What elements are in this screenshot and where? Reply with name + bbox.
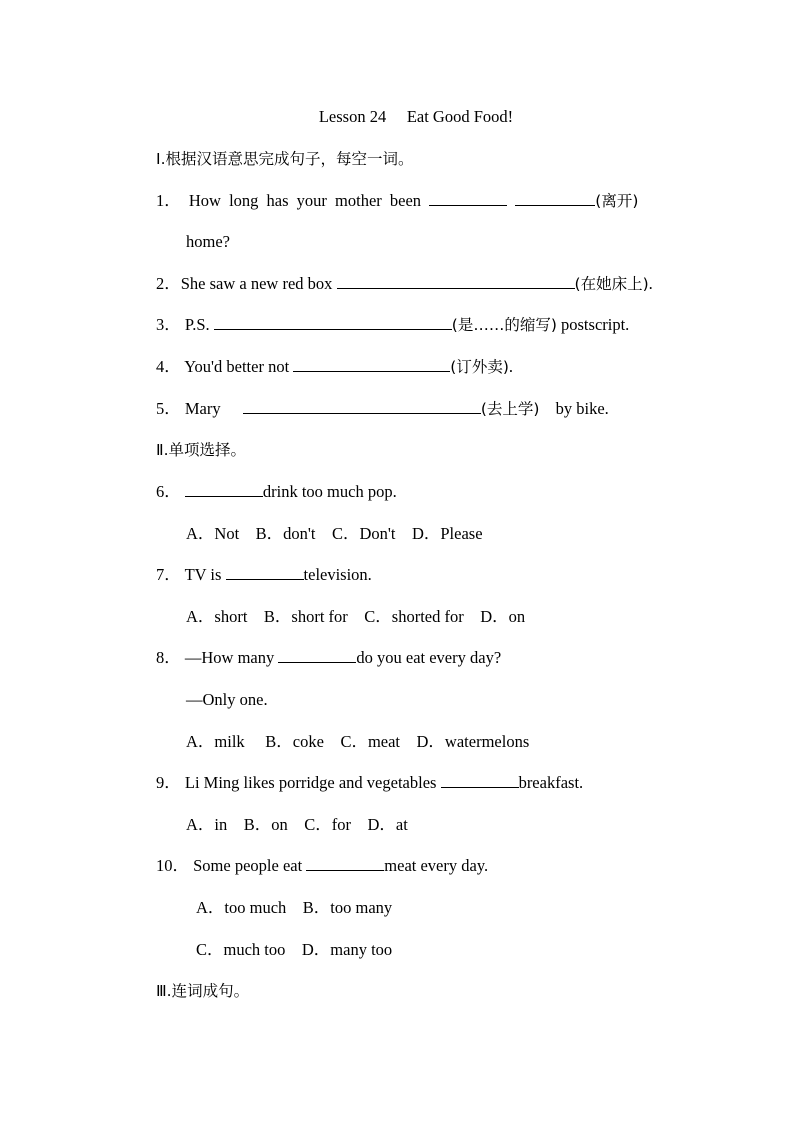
answer-blank[interactable] <box>214 314 452 330</box>
question-text: Li Ming likes porridge and vegetables <box>184 773 437 792</box>
chinese-hint: (在她床上) <box>574 275 649 293</box>
chinese-hint: (离开) <box>595 192 639 210</box>
question-10 <box>156 855 488 877</box>
question-1 <box>156 190 638 212</box>
question-number: 3． <box>156 315 181 334</box>
question-6-options: A．Not B．don't C．Don't D．Please <box>186 524 483 543</box>
question-9 <box>156 772 583 794</box>
section-3-heading-text: Ⅲ.连词成句。 <box>156 982 250 1000</box>
question-text: drink too much pop. <box>262 482 397 501</box>
section-2-heading-text: Ⅱ.单项选择。 <box>156 441 247 459</box>
answer-blank[interactable] <box>293 356 450 372</box>
question-7-options: A．short B．short for C．shorted for D．on <box>186 607 526 626</box>
answer-blank[interactable] <box>306 855 384 871</box>
question-text: You'd better not <box>184 357 290 376</box>
section-1-heading-text: Ⅰ.根据汉语意思完成句子，每空一词。 <box>156 150 414 168</box>
question-7 <box>156 564 372 586</box>
question-2 <box>156 273 653 295</box>
section-2-heading <box>156 439 246 461</box>
answer-blank[interactable] <box>515 190 595 206</box>
answer-blank[interactable] <box>337 273 575 289</box>
answer-blank[interactable] <box>243 398 481 414</box>
question-10-options-row-1: A．too much B．too many <box>196 898 393 917</box>
question-text: meat every day. <box>384 856 489 875</box>
question-8-options: A．milk B．coke C．meat D．watermelons <box>186 732 530 751</box>
question-end: postscript. <box>561 315 630 334</box>
question-text: P.S. <box>184 315 210 334</box>
question-text: She saw a new red box <box>180 274 333 293</box>
question-4 <box>156 356 513 378</box>
question-1-continuation <box>186 231 230 253</box>
question-end: by bike. <box>555 399 609 418</box>
question-number: 7． <box>156 565 181 584</box>
question-8-answer: —Only one. <box>186 690 268 709</box>
question-6 <box>156 481 397 503</box>
question-number: 1． <box>156 191 181 210</box>
question-text: —How many <box>184 648 275 667</box>
question-text: TV is <box>184 565 222 584</box>
question-text: How long has your mother been <box>188 191 422 210</box>
answer-blank[interactable] <box>441 772 519 788</box>
answer-blank[interactable] <box>278 647 356 663</box>
chinese-hint: (去上学) <box>480 400 540 418</box>
question-number: 2． <box>156 274 181 293</box>
question-number: 5． <box>156 399 181 418</box>
question-text: home? <box>186 232 230 251</box>
question-text: Mary <box>184 399 221 418</box>
question-3 <box>156 314 629 336</box>
question-number: 4． <box>156 357 181 376</box>
question-number: 6． <box>156 482 181 501</box>
question-text: breakfast. <box>518 773 584 792</box>
lesson-title: Lesson 24 Eat Good Food! <box>318 107 514 126</box>
answer-blank[interactable] <box>185 481 263 497</box>
chinese-hint: (是……的缩写) <box>451 316 557 334</box>
question-number: 10． <box>156 856 189 875</box>
question-9-options: A．in B．on C．for D．at <box>186 815 408 834</box>
section-1-heading <box>156 148 414 170</box>
chinese-hint: (订外卖) <box>450 358 509 376</box>
answer-blank[interactable] <box>429 190 507 206</box>
question-text: television. <box>303 565 372 584</box>
question-number: 9． <box>156 773 181 792</box>
question-10-options-row-2: C．much too D．many too <box>196 940 393 959</box>
question-end: . <box>648 274 653 293</box>
section-3-heading <box>156 980 249 1002</box>
question-text: do you eat every day? <box>356 648 502 667</box>
question-5 <box>156 398 609 420</box>
question-number: 8． <box>156 648 181 667</box>
answer-blank[interactable] <box>226 564 304 580</box>
question-8 <box>156 647 501 669</box>
question-end: . <box>508 357 514 376</box>
question-text: Some people eat <box>193 856 303 875</box>
